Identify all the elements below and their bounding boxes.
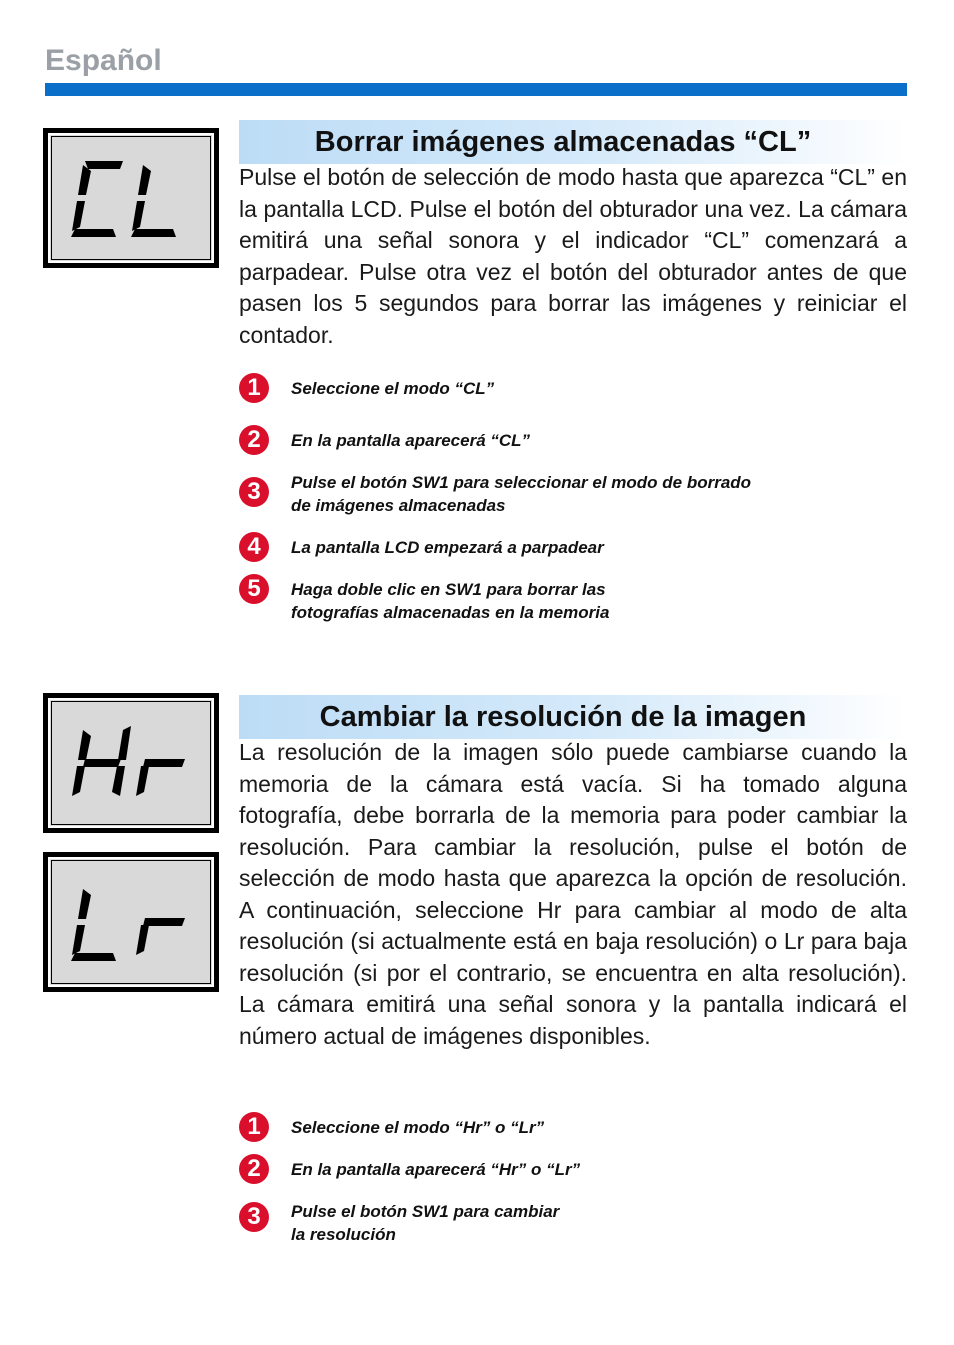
section-title-delete: Borrar imágenes almacenadas “CL” bbox=[239, 120, 907, 164]
lcd-display-cl bbox=[43, 128, 219, 268]
step-item bbox=[239, 374, 879, 403]
step-number-badge: 1 bbox=[239, 373, 269, 403]
step-text: Haga doble clic en SW1 para borrar las fotografías almacenadas en la memoria bbox=[291, 580, 610, 622]
step-item bbox=[239, 1113, 879, 1142]
step-item bbox=[239, 1155, 879, 1184]
section-body-resolution: La resolución de la imagen sólo puede cambiarse cuando la memoria de la cámara está vacía. Si ha tomado alguna fotografía, debe borrarla de la memoria para poder cambiar la resolución. Para cambiar la resolución, pulse el botón de selección de modo hasta que aparezca la opción de resolución. A continuación, seleccione Hr para cambiar al modo de alta resolución (si actualmente está en baja resolución) o Lr para baja resolución (si por el contrario, se encuentra en alta resolución). La cámara emitirá una señal sonora y la pantalla indicará el número actual de imágenes disponibles. bbox=[239, 739, 907, 1049]
section-title-resolution: Cambiar la resolución de la imagen bbox=[239, 695, 907, 739]
step-number-badge: 4 bbox=[239, 532, 269, 562]
step-text: En la pantalla aparecerá “Hr” o “Lr” bbox=[291, 1160, 581, 1179]
step-number-badge: 2 bbox=[239, 1154, 269, 1184]
step-item bbox=[239, 426, 879, 455]
step-text: Pulse el botón SW1 para cambiar la resolución bbox=[291, 1202, 560, 1244]
step-text: Pulse el botón SW1 para seleccionar el modo de borrado de imágenes almacenadas bbox=[291, 473, 752, 515]
step-number-badge: 3 bbox=[239, 1202, 269, 1232]
step-number-badge: 3 bbox=[239, 477, 269, 507]
step-text: Seleccione el modo “Hr” o “Lr” bbox=[291, 1118, 545, 1137]
section-body-delete: Pulse el botón de selección de modo hasta que aparezca “CL” en la pantalla LCD. Pulse el botón del obturador una vez. La cámara emitirá una señal sonora y el indicador “CL” comenzará a parpadear. Pulse otra vez el botón del obturador antes de que pasen los 5 segundos para borrar las imágenes y reiniciar el contador. bbox=[239, 164, 907, 348]
step-number-badge: 1 bbox=[239, 1112, 269, 1142]
lcd-segment-glyphs bbox=[61, 708, 201, 818]
header-accent-bar bbox=[45, 83, 907, 96]
language-heading: Español bbox=[45, 44, 162, 77]
step-item bbox=[239, 575, 879, 624]
lcd-display-hr bbox=[43, 693, 219, 833]
lcd-segment-glyphs bbox=[61, 867, 201, 977]
step-text: La pantalla LCD empezará a parpadear bbox=[291, 538, 604, 557]
step-item bbox=[239, 1200, 879, 1246]
step-number-badge: 5 bbox=[239, 574, 269, 604]
lcd-segment-glyphs bbox=[61, 143, 201, 253]
step-text: Seleccione el modo “CL” bbox=[291, 379, 495, 398]
step-text: En la pantalla aparecerá “CL” bbox=[291, 431, 531, 450]
step-item bbox=[239, 533, 879, 562]
step-number-badge: 2 bbox=[239, 425, 269, 455]
lcd-display-lr bbox=[43, 852, 219, 992]
step-item bbox=[239, 471, 879, 517]
